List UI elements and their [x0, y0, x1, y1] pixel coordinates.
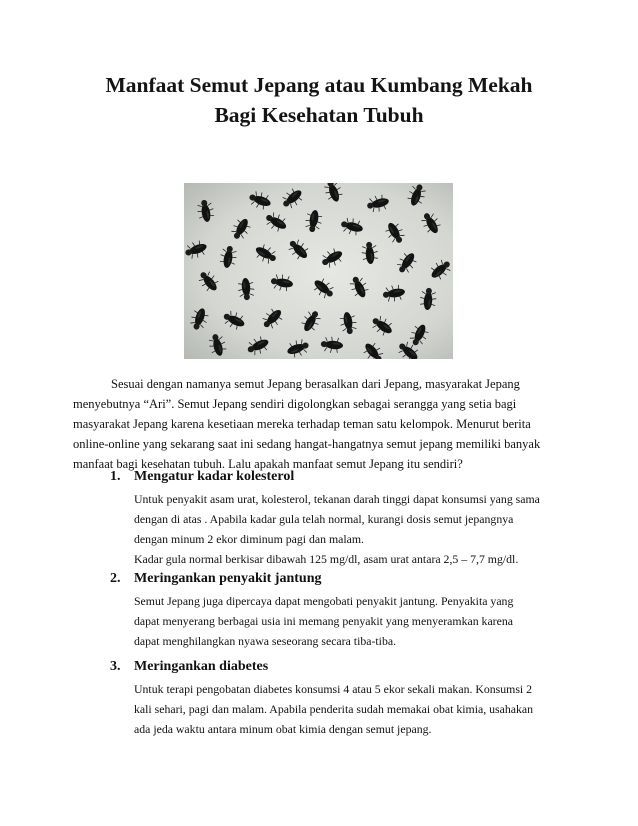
intro-paragraph [73, 374, 573, 474]
document-title [40, 70, 598, 130]
section-heading [110, 467, 580, 487]
beetles-photo [184, 183, 453, 359]
section-heading-text: Meringankan diabetes [134, 659, 269, 674]
section-line: Untuk penyakit asam urat, kolesterol, tekanan darah tinggi dapat konsumsi yang sama [134, 492, 540, 506]
benefit-section-1 [110, 467, 580, 569]
section-number: 1. [110, 469, 121, 484]
intro-line: manfaat bagi kesehatan tubuh. Lalu apakah manfaat semut Jepang itu sendiri? [73, 457, 463, 471]
section-line: Kadar gula normal berkisar dibawah 125 mg/dl, asam urat antara 2,5 – 7,7 mg/dl. [134, 552, 519, 566]
section-body [134, 679, 580, 739]
section-heading [110, 569, 580, 589]
intro-line: Sesuai dengan namanya semut Jepang berasalkan dari Jepang, masyarakat Jepang [111, 377, 520, 391]
intro-line: masyarakat Jepang karena kesetiaan mereka terhadap teman satu kelompok. Menurut berita [73, 417, 531, 431]
intro-line: online-online yang sekarang saat ini sedang hangat-hangatnya semut jepang memiliki banyak [73, 437, 541, 451]
section-number: 3. [110, 659, 121, 674]
intro-line: menyebutnya “Ari”. Semut Jepang sendiri digolongkan sebagai serangga yang setia bagi [73, 397, 517, 411]
section-heading-text: Meringankan penyakit jantung [134, 571, 322, 586]
section-line: dengan di atas . Apabila kadar gula telah normal, kurangi dosis semut jepangnya [134, 512, 514, 526]
title-line-2: Bagi Kesehatan Tubuh [214, 103, 424, 127]
section-body [134, 489, 580, 569]
section-line: dapat menghilangkan nyawa seseorang secara tiba-tiba. [134, 634, 397, 648]
section-line: kali sehari, pagi dan malam. Apabila penderita sudah memakai obat kimia, usahakan [134, 702, 533, 716]
section-line: Semut Jepang juga dipercaya dapat mengobati penyakit jantung. Penyakita yang [134, 594, 514, 608]
section-body [134, 591, 580, 651]
section-line: dengan minum 2 ekor diminum pagi dan malam. [134, 532, 364, 546]
benefit-section-3 [110, 657, 580, 739]
section-heading-text: Mengatur kadar kolesterol [134, 469, 295, 484]
section-line: ada jeda waktu antara minum obat kimia dengan semut jepang. [134, 722, 432, 736]
section-heading [110, 657, 580, 677]
benefit-section-2 [110, 569, 580, 651]
title-line-1: Manfaat Semut Jepang atau Kumbang Mekah [105, 73, 533, 97]
section-line: Untuk terapi pengobatan diabetes konsumsi 4 atau 5 ekor sekali makan. Konsumsi 2 [134, 682, 533, 696]
section-number: 2. [110, 571, 121, 586]
section-line: dapat menyerang berbagai usia ini memang penyakit yang menyeramkan karena [134, 614, 513, 628]
